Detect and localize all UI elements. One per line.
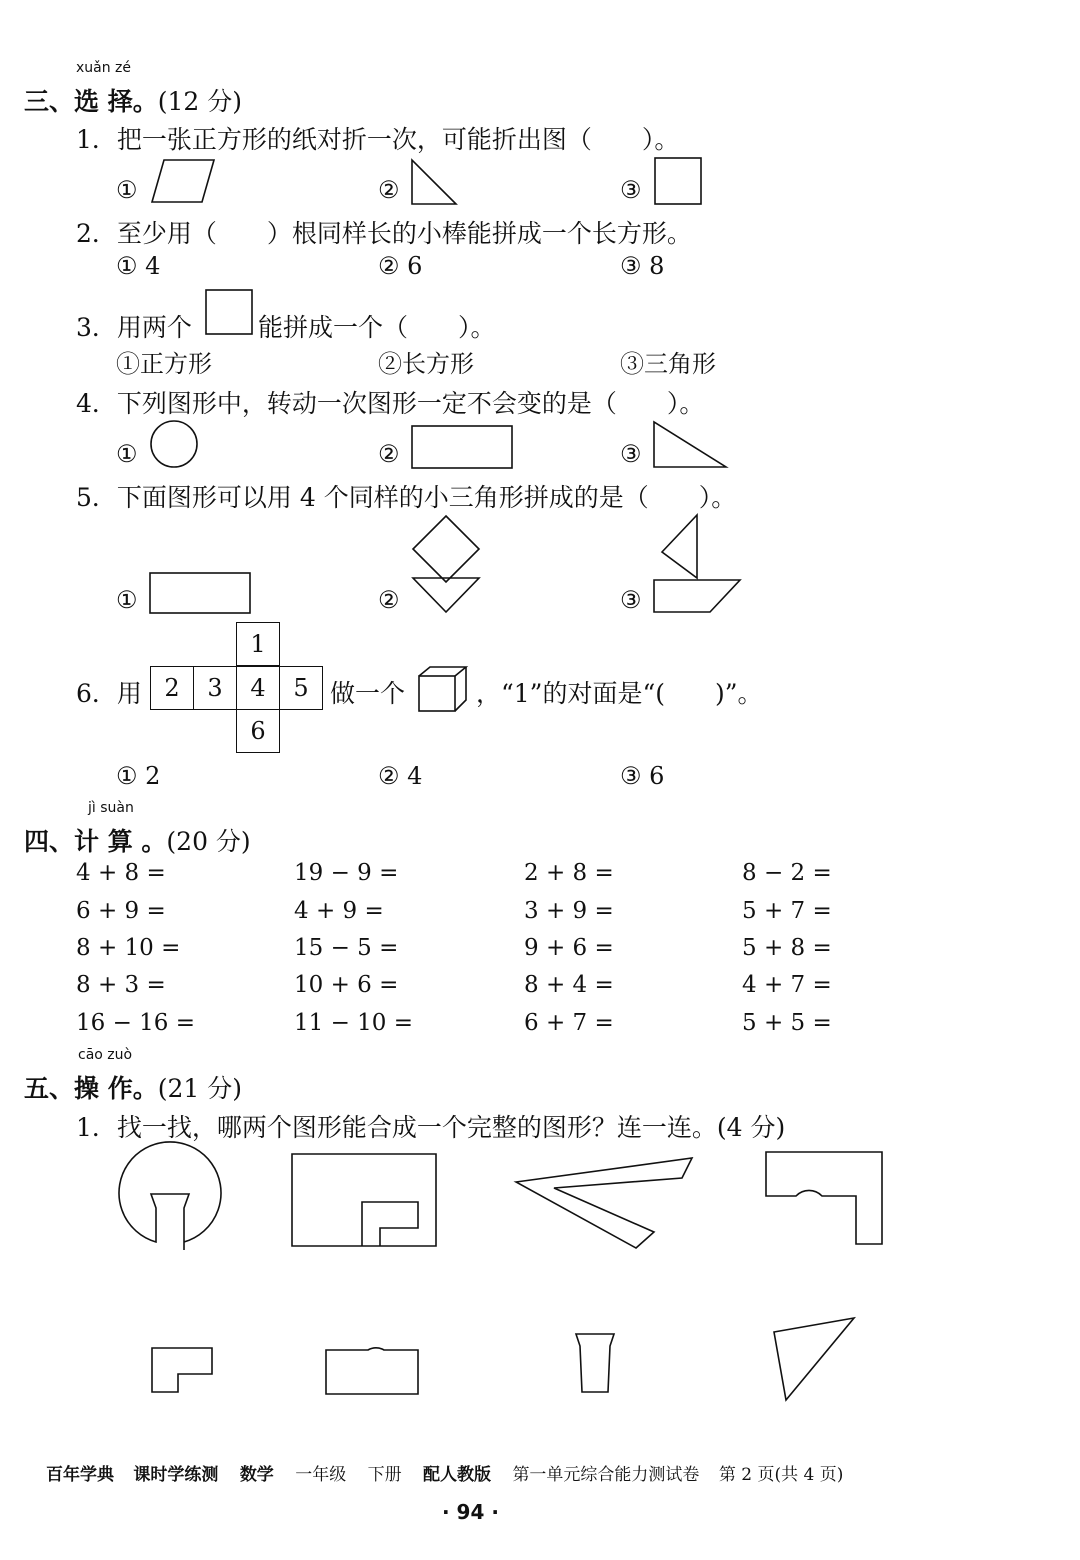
triangle-piece[interactable] — [772, 1314, 858, 1404]
footer-edition: 配人教版 — [423, 1465, 492, 1485]
rectangle-shape — [148, 571, 252, 615]
calc-item: 8 + 10 = — [76, 935, 181, 961]
q5-option-3-label[interactable]: ③ — [620, 586, 642, 614]
footer-brand: 百年学典 — [46, 1465, 114, 1485]
calc-item: 5 + 8 = — [742, 935, 832, 961]
q6-option-3[interactable]: ③ 6 — [620, 762, 665, 790]
calc-item: 5 + 5 = — [742, 1010, 832, 1036]
net-cell-3: 3 — [193, 666, 237, 710]
footer-series: 课时学练测 — [133, 1465, 219, 1485]
l-shape-piece[interactable] — [150, 1346, 216, 1396]
net-cell-5: 5 — [279, 666, 323, 710]
q3-option-2[interactable]: ②长方形 — [378, 350, 474, 378]
question-3-after: 能拼成一个（ ）。 — [258, 313, 496, 342]
question-3-before: 3．用两个 — [76, 313, 192, 342]
page-number: · 94 · — [442, 1500, 499, 1524]
calc-item: 8 + 4 = — [524, 972, 614, 998]
footer-page-info: 第 2 页(共 4 页) — [718, 1465, 844, 1485]
q5-option-1-label[interactable]: ① — [116, 586, 138, 614]
arch-notched-piece[interactable] — [764, 1150, 888, 1248]
q1-option-1-label[interactable]: ① — [116, 176, 138, 204]
q6-option-1[interactable]: ① 2 — [116, 762, 161, 790]
section4-pinyin: jì suàn — [88, 800, 134, 816]
calc-item: 11 − 10 = — [294, 1010, 414, 1036]
footer-grade: 一年级 — [295, 1465, 347, 1485]
section5-title-text: 五、操 作。 — [24, 1074, 158, 1103]
section5-points: (21 分) — [157, 1074, 242, 1103]
calc-item: 6 + 9 = — [76, 898, 166, 924]
calc-item: 10 + 6 = — [294, 972, 399, 998]
section4-points: (20 分) — [166, 827, 251, 856]
cube-icon — [416, 664, 472, 714]
q3-option-1[interactable]: ①正方形 — [116, 350, 212, 378]
calc-item: 19 − 9 = — [294, 860, 399, 886]
q5-option-2-label[interactable]: ② — [378, 586, 400, 614]
square-shape — [653, 156, 703, 206]
calc-item: 8 − 2 = — [742, 860, 832, 886]
calc-item: 4 + 7 = — [742, 972, 832, 998]
square-shape — [204, 288, 254, 336]
footer-subject: 数学 — [239, 1465, 274, 1485]
question-1: 1．把一张正方形的纸对折一次，可能折出图（ ）。 — [76, 125, 680, 154]
calc-item: 3 + 9 = — [524, 898, 614, 924]
calc-item: 15 − 5 = — [294, 935, 399, 961]
t-stem-piece[interactable] — [572, 1332, 618, 1396]
section3-title-text: 三、选 择。 — [24, 87, 158, 116]
section4-title — [24, 822, 251, 858]
q6-option-2[interactable]: ② 4 — [378, 762, 423, 790]
arch-top-piece[interactable] — [324, 1332, 422, 1398]
net-cell-1: 1 — [236, 622, 280, 666]
section3-points: (12 分) — [157, 87, 242, 116]
footer-volume: 下册 — [367, 1465, 402, 1485]
calc-item: 9 + 6 = — [524, 935, 614, 961]
section4-title-text: 四、计 算 。 — [24, 827, 167, 856]
circle-shape — [148, 420, 202, 470]
footer-bar — [46, 1460, 843, 1485]
triangle-shape — [652, 420, 730, 470]
right-triangle-shape — [410, 158, 460, 206]
question-6-after: ，“1”的对面是“( )”。 — [476, 679, 763, 708]
section5-pinyin: cāo zuò — [78, 1047, 133, 1063]
q1-option-2-label[interactable]: ② — [378, 176, 400, 204]
angle-piece[interactable] — [514, 1154, 696, 1250]
footer-test-name: 第一单元综合能力测试卷 — [512, 1465, 700, 1485]
q1-option-3-label[interactable]: ③ — [620, 176, 642, 204]
calc-item: 4 + 9 = — [294, 898, 384, 924]
section3-pinyin: xuǎn zé — [76, 60, 132, 76]
question-6-before: 6．用 — [76, 679, 142, 708]
question-4: 4．下列图形中，转动一次图形一定不会变的是（ ）。 — [76, 389, 705, 418]
question-6-mid: 做一个 — [330, 679, 406, 708]
net-cell-2: 2 — [150, 666, 194, 710]
q2-option-2[interactable]: ② 6 — [378, 252, 423, 280]
calc-item: 16 − 16 = — [76, 1010, 196, 1036]
q4-option-3-label[interactable]: ③ — [620, 440, 642, 468]
section5-question-1: 1．找一找，哪两个图形能合成一个完整的图形？连一连。(4 分) — [76, 1113, 786, 1142]
circle-with-slot-piece[interactable] — [116, 1146, 228, 1252]
parallelogram-shape — [150, 158, 216, 204]
section5-title — [24, 1069, 242, 1105]
calc-item: 2 + 8 = — [524, 860, 614, 886]
diamond-and-triangle-shape — [410, 514, 484, 616]
q2-option-3[interactable]: ③ 8 — [620, 252, 665, 280]
calc-item: 4 + 8 = — [76, 860, 166, 886]
rectangle-shape — [410, 424, 514, 470]
calc-item: 6 + 7 = — [524, 1010, 614, 1036]
question-5: 5．下面图形可以用 4 个同样的小三角形拼成的是（ ）。 — [76, 483, 737, 512]
q2-option-1[interactable]: ① 4 — [116, 252, 161, 280]
net-cell-6: 6 — [236, 709, 280, 753]
calc-item: 8 + 3 = — [76, 972, 166, 998]
q4-option-2-label[interactable]: ② — [378, 440, 400, 468]
calc-item: 5 + 7 = — [742, 898, 832, 924]
question-2: 2．至少用（ ）根同样长的小棒能拼成一个长方形。 — [76, 219, 692, 248]
q4-option-1-label[interactable]: ① — [116, 440, 138, 468]
q3-option-3[interactable]: ③三角形 — [620, 350, 716, 378]
section3-title — [24, 82, 242, 118]
net-cell-4: 4 — [236, 666, 280, 710]
notched-rectangle-piece[interactable] — [290, 1152, 440, 1250]
sailboat-shape — [652, 512, 744, 616]
